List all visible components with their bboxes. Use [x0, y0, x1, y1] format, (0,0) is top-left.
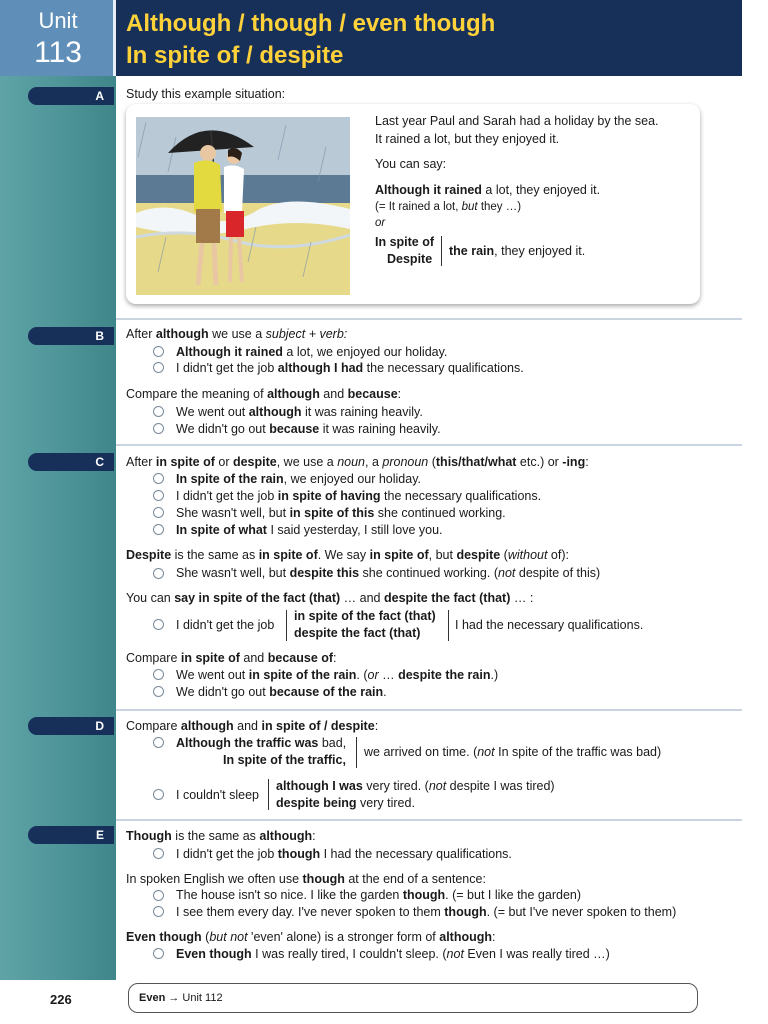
bullet-icon: [153, 669, 164, 680]
section-b-intro: After although we use a subject + verb:: [126, 327, 348, 341]
b-compare: Compare the meaning of although and because:: [126, 387, 402, 401]
e-example-4: Even though I was really tired, I couldn't sleep. (not Even I was really tired …): [176, 947, 610, 961]
unit-header: [0, 0, 742, 76]
c-example-6-start: I didn't get the job: [176, 618, 275, 632]
section-divider: [116, 318, 742, 320]
story-line2: It rained a lot, but they enjoyed it.: [375, 132, 560, 146]
story-line1: Last year Paul and Sarah had a holiday by the sea.: [375, 114, 659, 128]
option-despite: Despite: [387, 252, 433, 266]
b-example-3: We went out although it was raining heavily.: [176, 405, 423, 419]
bullet-icon: [153, 568, 164, 579]
bullet-icon: [153, 619, 164, 630]
section-d-intro: Compare although and in spite of / despite:: [126, 719, 379, 733]
brace: [444, 610, 449, 641]
c-despite-same: Despite is the same as in spite of. We say in spite of, but despite (without of):: [126, 548, 569, 562]
page-title-line1: Although / though / even though: [126, 10, 496, 37]
bullet-icon: [153, 346, 164, 357]
bullet-icon: [153, 789, 164, 800]
option-in-spite-of: In spite of: [375, 235, 435, 249]
example-the-rain: the rain, they enjoyed it.: [449, 244, 586, 258]
c-say-fact: You can say in spite of the fact (that) … and despite the fact (that) … :: [126, 591, 534, 605]
c-example-2: I didn't get the job in spite of having the necessary qualifications.: [176, 489, 542, 503]
c-example-4: In spite of what I said yesterday, I still love you.: [176, 523, 443, 537]
d-example-2-start: I couldn't sleep: [176, 788, 259, 802]
b-example-1: Although it rained a lot, we enjoyed our holiday.: [176, 345, 448, 359]
c-example-7: We went out in spite of the rain. (or … despite the rain.): [176, 668, 499, 682]
unit-badge: [0, 0, 116, 76]
e-spoken-english: In spoken English we often use though at the end of a sentence:: [126, 872, 486, 886]
section-tab-d: D: [28, 717, 114, 735]
you-can-say: You can say:: [375, 157, 447, 171]
bullet-icon: [153, 948, 164, 959]
d-option-in-spite-of: In spite of the traffic,: [223, 753, 346, 767]
bullet-icon: [153, 490, 164, 501]
brace: [286, 610, 287, 641]
e-example-3: I see them every day. I've never spoken to them though. (= but I've never spoken to them): [176, 905, 677, 919]
c-example-6-end: I had the necessary qualifications.: [455, 618, 644, 632]
example-although: Although it rained a lot, they enjoyed it.: [375, 183, 601, 197]
crossref-target: Unit 112: [182, 992, 223, 1004]
section-a-intro: Study this example situation:: [126, 87, 286, 101]
b-example-2: I didn't get the job although I had the necessary qualifications.: [176, 361, 524, 375]
arrow-right-icon: →: [168, 992, 180, 1004]
c-option-in-spite-of-fact: in spite of the fact (that): [294, 609, 436, 623]
e-even-though: Even though (but not 'even' alone) is a stronger form of although:: [126, 930, 496, 944]
section-c-intro: After in spite of or despite, we use a noun, a pronoun (this/that/what etc.) or -ing:: [126, 455, 589, 469]
bullet-icon: [153, 524, 164, 535]
e-example-2: The house isn't so nice. I like the garden though. (= but I like the garden): [176, 888, 582, 902]
bullet-icon: [153, 473, 164, 484]
bullet-icon: [153, 737, 164, 748]
section-e-intro: Though is the same as although:: [126, 829, 316, 843]
bullet-icon: [153, 848, 164, 859]
brace: [352, 737, 357, 768]
c-option-despite-fact: despite the fact (that): [294, 626, 421, 640]
section-tab-e: E: [28, 826, 114, 844]
or-label: or: [375, 217, 386, 229]
c-example-5: She wasn't well, but despite this she continued working. (not despite of this): [176, 566, 601, 580]
d-option-although-tired: although I was very tired. (not despite I was tired): [276, 779, 555, 793]
section-tab-b: B: [28, 327, 114, 345]
c-example-1: In spite of the rain, we enjoyed our holiday.: [176, 472, 422, 486]
d-example-1-end: we arrived on time. (not In spite of the traffic was bad): [364, 745, 662, 759]
d-option-although: Although the traffic was bad,: [176, 736, 347, 750]
bullet-icon: [153, 906, 164, 917]
example-note: (= It rained a lot, but they …): [375, 201, 522, 213]
section-tab-c: C: [28, 453, 114, 471]
c-example-8: We didn't go out because of the rain.: [176, 685, 387, 699]
brace: [268, 779, 269, 810]
c-compare: Compare in spite of and because of:: [126, 651, 337, 665]
d-option-despite-being: despite being very tired.: [276, 796, 415, 810]
section-divider: [116, 709, 742, 711]
c-example-3: She wasn't well, but in spite of this she continued working.: [176, 506, 506, 520]
b-example-4: We didn't go out because it was raining heavily.: [176, 422, 441, 436]
e-example-1: I didn't get the job though I had the necessary qualifications.: [176, 847, 512, 861]
page-number: 226: [50, 992, 72, 1007]
section-divider: [116, 819, 742, 821]
couple-umbrella-illustration: [136, 117, 350, 295]
bullet-icon: [153, 406, 164, 417]
crossref-label: Even: [139, 992, 166, 1004]
bullet-icon: [153, 686, 164, 697]
bullet-icon: [153, 362, 164, 373]
sidebar: [0, 76, 116, 1024]
cross-reference-box[interactable]: [128, 983, 698, 1013]
bullet-icon: [153, 423, 164, 434]
page-title-line2: In spite of / despite: [126, 42, 344, 69]
bullet-icon: [153, 890, 164, 901]
section-tab-a: A: [28, 87, 114, 105]
unit-label: Unit: [38, 8, 78, 33]
bullet-icon: [153, 507, 164, 518]
unit-number: 113: [34, 36, 82, 69]
brace: [441, 236, 442, 266]
section-divider: [116, 444, 742, 446]
